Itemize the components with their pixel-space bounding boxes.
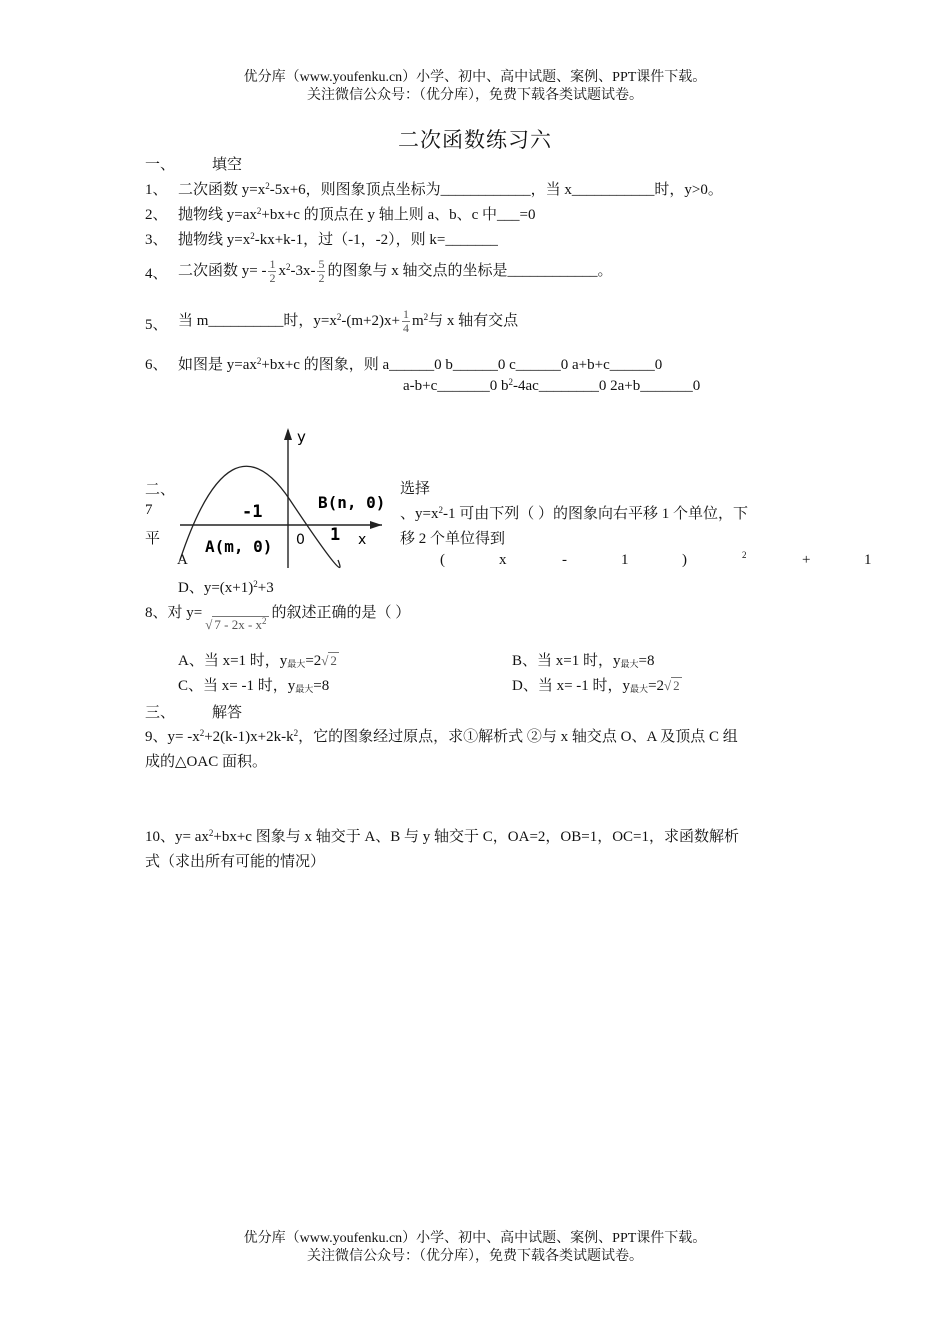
graph-point-b: B(n, 0) — [318, 493, 386, 512]
q4-exponent: 2 — [285, 262, 291, 272]
header-line-1: 优分库（www.youfenku.cn）小学、初中、高中试题、案例、PPT课件下载。 — [243, 70, 707, 85]
q6-line2a: a-b+c_______0 b — [403, 378, 509, 394]
section-fill-number: 一、 — [145, 157, 176, 173]
q7-opt-a-part-1: ( — [440, 552, 445, 568]
question-10-line-2: 式（求出所有可能的情况） — [145, 854, 326, 870]
q8-opt-d-sqrt: √ 2 — [664, 678, 680, 693]
q4-text: 二次函数 y= - — [178, 263, 267, 279]
header-line-2: 关注微信公众号：（优分库），免费下载各类试题试卷。 — [307, 88, 643, 103]
q7-opt-a-part-3: - — [562, 552, 567, 568]
graph-label-zero: 0 — [296, 532, 305, 548]
q5-text: 当 m__________时，y=x — [178, 313, 337, 329]
footer-line-2: 关注微信公众号：（优分库），免费下载各类试题试卷。 — [307, 1249, 643, 1264]
q5-exponent: 2 — [336, 312, 342, 322]
q7-option-a — [0, 552, 950, 572]
q7-opt-d-exponent: 2 — [253, 579, 258, 589]
question-9: 9、$y= -x^2+2(k-1)x+2k-k^2$，它的图象经过原点，求①解析式 ②与 x 轴交点 O、A 及顶点 C 组 — [145, 728, 738, 745]
graph-label-one: 1 — [330, 525, 341, 545]
question-7 — [400, 502, 748, 523]
question-3 — [178, 228, 498, 249]
section-solve-number: 三、 — [145, 705, 176, 721]
question-1 — [178, 178, 723, 199]
question-8 — [145, 601, 411, 632]
q7-line2: 移 2 个单位得到 — [400, 531, 506, 547]
q5-tail-2: 与 x 轴有交点 — [428, 313, 519, 329]
q4-number: 4、 — [145, 266, 168, 282]
q3-number: 3、 — [145, 232, 168, 248]
q8-tail: 的叙述正确的是（ ） — [271, 605, 411, 621]
question-6-line-2 — [403, 378, 700, 395]
section-choice-number: 二、 — [145, 482, 176, 498]
question-2 — [178, 203, 535, 224]
q7-option-d — [178, 576, 274, 597]
q7-opt-a-part-5: ) — [682, 552, 687, 568]
q1-number: 1、 — [145, 182, 168, 198]
page-title: 二次函数练习六 — [398, 128, 552, 152]
q2-number: 2、 — [145, 207, 168, 223]
q7-opt-a-part-6: 2 — [742, 550, 747, 560]
question-10: 10、$y= ax^2+bx+c$ 图象与 x 轴交于 A、B 与 y 轴交于 C，OA=2，OB=1，OC=1，求函数解析 — [145, 828, 740, 845]
q7-option-a-start: A — [177, 552, 188, 568]
q5-number: 5、 — [145, 317, 168, 333]
q4-tail: 的图象与 x 轴交点的坐标是____________。 — [327, 263, 613, 279]
q7-opt-a-part-4: 1 — [621, 552, 629, 568]
section-fill-label: 填空 — [212, 157, 243, 173]
q7-text: 、y=x — [400, 506, 439, 522]
question-4 — [178, 252, 612, 290]
q4-mid: x — [278, 263, 286, 279]
q3-exponent: 2 — [250, 231, 255, 241]
graph-x-label: x — [358, 532, 367, 548]
q5-tail: m — [411, 313, 424, 329]
q8-text: 8、对 y= — [145, 605, 203, 621]
q8-option-b: B、当 x=1 时，$y_{最大}=8$ — [512, 653, 655, 669]
x-axis-arrow-icon — [370, 521, 382, 529]
q2-text: 抛物线 y=ax — [178, 207, 257, 223]
q7-opt-d-tail: +3 — [257, 580, 274, 596]
q6-exponent-2: 2 — [508, 377, 514, 387]
q6-line2b: -4ac________0 2a+b_______0 — [513, 378, 701, 394]
q1-text: 二次函数 y=x — [178, 182, 266, 198]
q6-exponent: 2 — [256, 356, 262, 366]
question-9-line-2: 成的△OAC 面积。 — [145, 754, 267, 770]
q5-fraction-quarter: $\frac{1}{4}$ — [402, 307, 409, 336]
question-5 — [178, 302, 518, 340]
q8-option-c: C、当 x= -1 时，$y_{最大}=8$ — [178, 678, 330, 694]
q8-option-d: D、当 x= -1 时，$y_{最大}=2√$ 2 — [512, 678, 680, 694]
graph-label-neg-one: -1 — [242, 502, 263, 522]
q8-sqrt: √ $7 - 2x - x^2$ — [205, 616, 267, 632]
q5-mid: -(m+2)x+ — [341, 313, 400, 329]
q5-exponent-2: 2 — [423, 312, 429, 322]
q7-opt-a-part-7: + — [802, 552, 811, 568]
q7-opt-d-text: D、y=(x+1) — [178, 580, 254, 596]
y-axis-arrow-icon — [284, 428, 292, 440]
q4-fraction-five-halves: $\frac{5}{2}$ — [318, 257, 325, 286]
q7-number: 7 — [145, 502, 153, 518]
q3-text: 抛物线 y=x — [178, 232, 251, 248]
q6-tail: +bx+c 的图象，则 a______0 b______0 c______0 a+b+c______0 — [261, 357, 663, 373]
section-choice-label: 选择 — [400, 481, 431, 497]
section-solve-label: 解答 — [212, 705, 243, 721]
q7-opt-a-part-2: x — [499, 552, 507, 568]
q2-exponent: 2 — [256, 206, 262, 216]
q4-mid2: -3x- — [290, 263, 316, 279]
q8-radicand: $7 - 2x - x^2$ — [214, 616, 267, 632]
q4-fraction-half: $\frac{1}{2}$ — [269, 257, 276, 286]
q8-option-a: A、当 x=1 时，$y_{最大}=2√$ 2 — [178, 653, 337, 669]
q7-tail: -1 可由下列（ ）的图象向右平移 1 个单位，下 — [442, 506, 748, 522]
q6-text: 如图是 y=ax — [178, 357, 257, 373]
q7-line2-start: 平 — [145, 531, 161, 547]
q6-number: 6、 — [145, 357, 168, 373]
question-6 — [178, 353, 662, 374]
q1-exponent: 2 — [265, 181, 270, 191]
graph-point-a: A(m, 0) — [205, 537, 273, 556]
q8-opt-a-sqrt: √ 2 — [321, 653, 337, 668]
q7-exponent: 2 — [438, 505, 443, 515]
footer-line-1: 优分库（www.youfenku.cn）小学、初中、高中试题、案例、PPT课件下载。 — [243, 1231, 707, 1246]
q7-opt-a-part-8: 1 — [864, 552, 872, 568]
q3-tail: -kx+k-1，过（-1，-2），则 k=_______ — [254, 232, 498, 248]
graph-y-label: y — [297, 428, 306, 446]
q2-tail: +bx+c 的顶点在 y 轴上则 a、b、c 中___=0 — [261, 207, 536, 223]
parabola-graph — [170, 420, 400, 570]
q1-tail: -5x+6，则图象顶点坐标为____________，当 x___________时，y>0。 — [269, 182, 723, 198]
